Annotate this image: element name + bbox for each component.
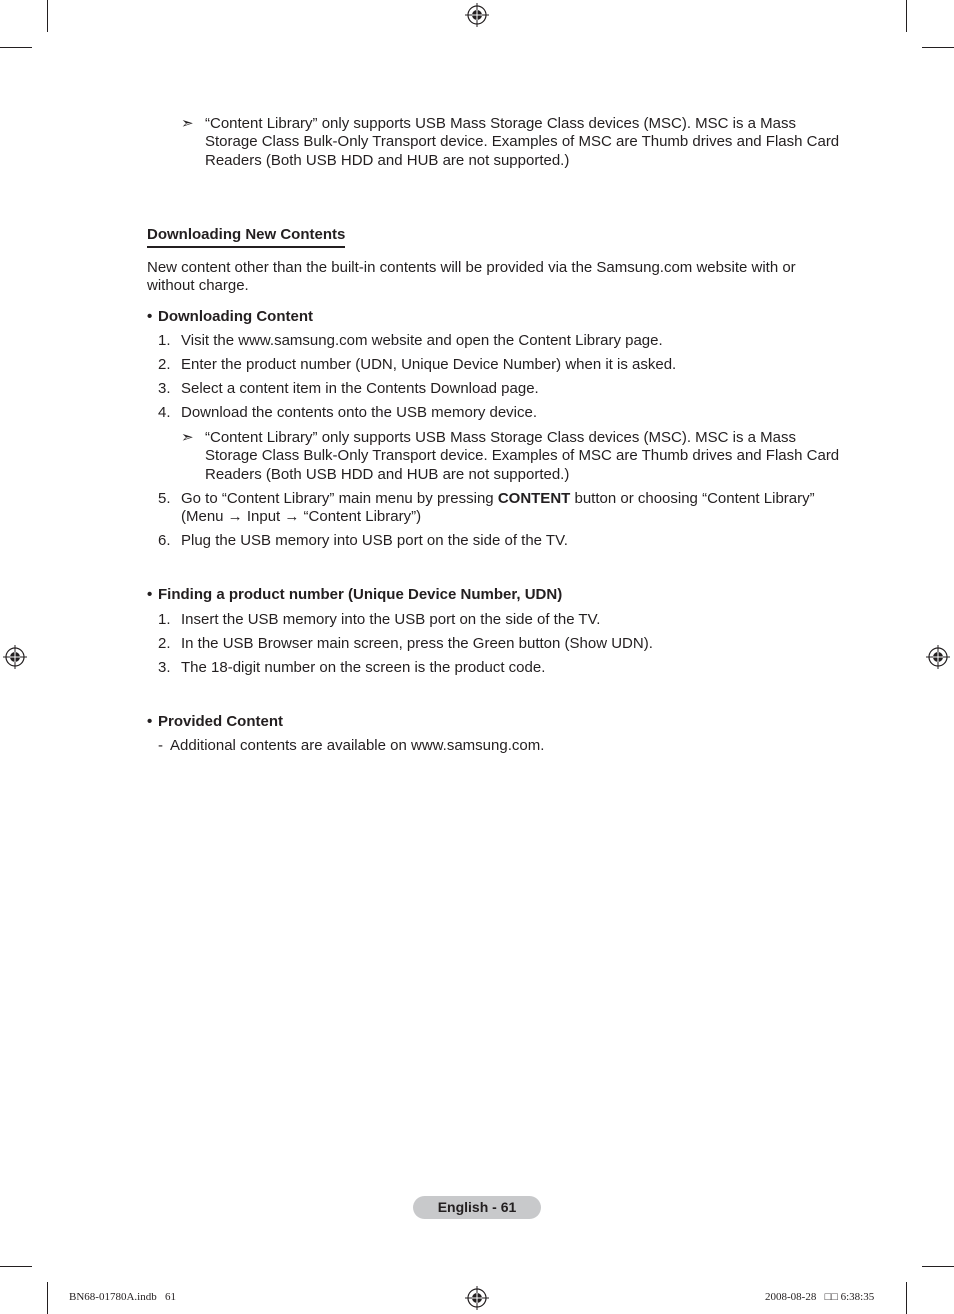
list-item (158, 356, 838, 374)
step-text: Visit the www.samsung.com website and open the Content Library page. (181, 332, 663, 349)
registration-mark-icon (465, 3, 489, 27)
step-number: 2. (158, 635, 171, 652)
step-text: In the USB Browser main screen, press the Green button (Show UDN). (181, 635, 653, 652)
crop-mark (0, 47, 32, 48)
list-item (158, 490, 838, 527)
list-item (158, 404, 838, 422)
section-intro: New content other than the built-in contents will be provided via the Samsung.com website with or without charge. (147, 259, 796, 295)
dash-marker: - (158, 737, 163, 754)
bullet-icon: • (147, 586, 153, 603)
list-item (158, 659, 838, 677)
step-text-part: Go to “Content Library” main menu by pressing (181, 490, 498, 507)
list-item (158, 532, 838, 550)
note-text: “Content Library” only supports USB Mass Storage Class devices (MSC). MSC is a Mass Storage Class Bulk-Only Transport device. Examples of MSC are Thumb drives and Flash Card Readers (Both USB HDD and HUB are not supported.) (205, 429, 840, 483)
bullet-finding-product-number (147, 586, 562, 604)
list-item (158, 611, 838, 629)
bullet-downloading-content (147, 308, 313, 326)
crop-mark (922, 47, 954, 48)
step-text: The 18-digit number on the screen is the product code. (181, 659, 546, 676)
crop-mark (47, 0, 48, 32)
provided-text: Additional contents are available on www.samsung.com. (170, 737, 545, 754)
step-number: 4. (158, 404, 171, 421)
crop-mark (47, 1282, 48, 1314)
step-text: Download the contents onto the USB memory device. (181, 404, 538, 421)
step-text: Enter the product number (UDN, Unique Device Number) when it is asked. (181, 356, 677, 373)
crop-mark (922, 1266, 954, 1267)
registration-mark-icon (926, 645, 950, 669)
crop-mark (906, 1282, 907, 1314)
list-item (158, 737, 838, 755)
bullet-provided-content (147, 713, 283, 731)
file-slug: BN68-01780A.indb 61 (69, 1291, 176, 1303)
step-number: 6. (158, 532, 171, 549)
bullet-icon: • (147, 308, 153, 325)
note-arrow-icon: ➣ (181, 115, 194, 132)
step-text: Plug the USB memory into USB port on the side of the TV. (181, 532, 568, 549)
step-text-part: button or choosing “Content Library” (Menu → Input → “Content Library”) (181, 490, 815, 526)
note-arrow-icon: ➣ (181, 429, 194, 446)
registration-mark-icon (465, 1286, 489, 1310)
step-number: 5. (158, 490, 171, 507)
bullet-icon: • (147, 713, 153, 730)
date-slug: 2008-08-28 □□ 6:38:35 (765, 1291, 875, 1303)
list-item (158, 380, 838, 398)
bullet-title: Finding a product number (Unique Device Number, UDN) (158, 586, 563, 603)
bullet-title: Downloading Content (158, 308, 313, 325)
section-heading: Downloading New Contents (147, 226, 345, 248)
crop-mark (0, 1266, 32, 1267)
step-number: 1. (158, 332, 171, 349)
note-text: “Content Library” only supports USB Mass Storage Class devices (MSC). MSC is a Mass Storage Class Bulk-Only Transport device. Examples of MSC are Thumb drives and Flash Card Readers (Both USB HDD and HUB are not supported.) (205, 115, 840, 169)
step-number: 1. (158, 611, 171, 628)
crop-mark (906, 0, 907, 32)
list-item (158, 332, 838, 350)
bullet-title: Provided Content (158, 713, 284, 730)
page-number-badge: English - 61 (413, 1196, 541, 1219)
step-text: Select a content item in the Contents Download page. (181, 380, 539, 397)
download-note (181, 429, 841, 484)
intro-note (181, 115, 841, 170)
step-number: 3. (158, 380, 171, 397)
registration-mark-icon (3, 645, 27, 669)
step-number: 3. (158, 659, 171, 676)
step-text (181, 490, 838, 527)
list-item (158, 635, 838, 653)
content-button-label: CONTENT (497, 490, 571, 507)
step-text: Insert the USB memory into the USB port on the side of the TV. (181, 611, 601, 628)
step-number: 2. (158, 356, 171, 373)
